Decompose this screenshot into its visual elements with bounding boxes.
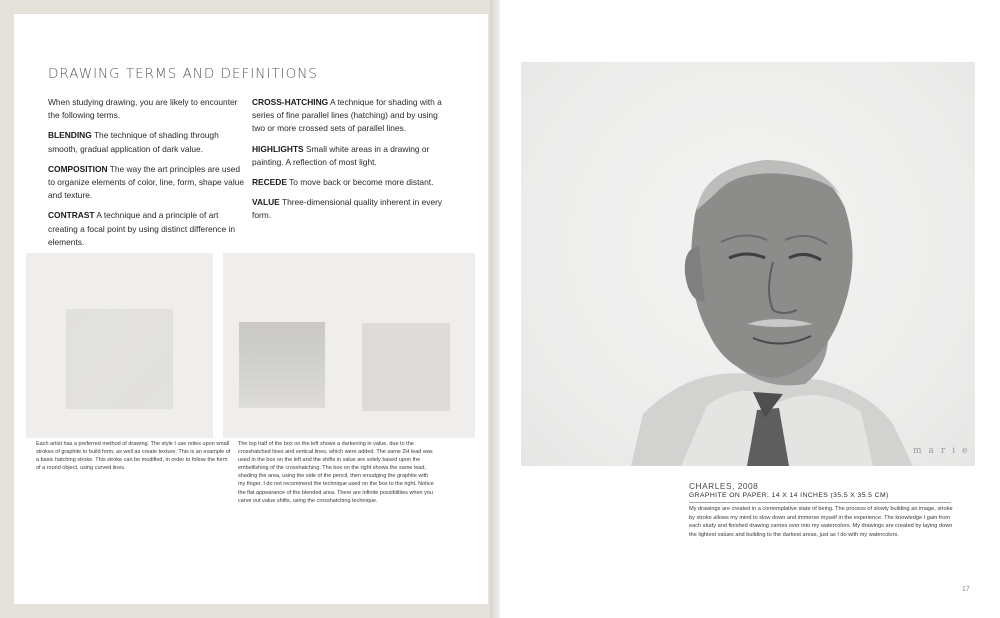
page-heading: DRAWING TERMS AND DEFINITIONS [48,66,318,82]
term-entry [252,176,452,189]
term-name: HIGHLIGHTS [252,143,304,154]
hatching-swatch [66,309,173,409]
term-definition: Three-dimensional quality inherent in every form. [252,197,443,221]
caption-divider [689,502,951,503]
right-page [500,0,1000,618]
term-definition: The way the art principles are used to organize elements of color, line, form, shape value and texture. [48,163,244,201]
term-name: CONTRAST [48,210,95,221]
artwork-description: My drawings are created in a contemplative state of being. The process of slowly building an image, stroke by stroke allows my mind to slow down and immerse myself in the experience. The knowledge I gain from each study and finished drawing carries over into my watercolors. My drawings are created by laying down the lightest values and building to the darkest areas, just as I do with my watercolors. [689,506,953,538]
page-number: 17 [962,586,970,593]
left-page [14,14,488,604]
term-entry [252,143,452,169]
hatching-example-photo [26,253,213,438]
portrait-illustration [521,62,975,466]
term-entry [48,163,248,203]
intro-paragraph: When studying drawing, you are likely to encounter the following terms. [48,97,238,121]
artwork-medium: GRAPHITE ON PAPER, 14 X 14 INCHES (35.5 X 35.5 CM) [689,492,889,499]
term-name: CROSS-HATCHING [252,97,329,107]
artist-signature: marie [913,446,975,456]
book-gutter [490,0,500,618]
terms-column-right [252,96,452,230]
value-caption: The top half of the box on the left shows a darkening in value, due to the crosshatched lines and vertical lines, which were added. The same 2H lead was used in the box on the left and the shifts in value are solely based upon the embellishing of the crosshatching. The box on the right shows the same lead, shading the area, using the side of the pencil, then smudging the graphite with my finger. I do not recommend the technique used on the box to the right. Notice the flat appearance of the blended area. There are infinite possibilities when you carve out value shifts, using the crosshatching technique. [238,441,434,504]
term-definition: To move back or become more distant. [289,177,434,188]
term-definition: The technique of shading through smooth, gradual application of dark value. [48,130,219,154]
term-name: VALUE [252,197,280,208]
term-name: RECEDE [252,177,287,188]
term-name: BLENDING [48,130,92,141]
term-definition: A technique for shading with a series of fine parallel lines (hatching) and by using two or more crossed sets of parallel lines. [252,97,442,134]
blended-swatch [362,323,450,411]
term-entry [252,96,452,136]
term-definition: A technique and a principle of art creating a focal point by using distinct difference in elements. [48,210,235,247]
term-entry [48,209,248,249]
value-comparison-photo [223,253,475,438]
artwork-title: CHARLES, 2008 [689,481,759,491]
terms-column-left [48,96,248,256]
crosshatched-swatch [239,322,325,408]
term-entry [252,196,452,222]
portrait-drawing [521,62,975,466]
term-entry [48,129,248,155]
hatching-caption: Each artist has a preferred method of drawing. The style I use relies upon small strokes of graphite to build form, as well as create texture. This is an example of a basic hatching stroke. This stroke can be modified, in order to follow the form of a round object, using curved lines. [36,441,231,472]
term-definition: Small white areas in a drawing or painting. A reflection of most light. [252,143,430,167]
term-name: COMPOSITION [48,163,108,174]
